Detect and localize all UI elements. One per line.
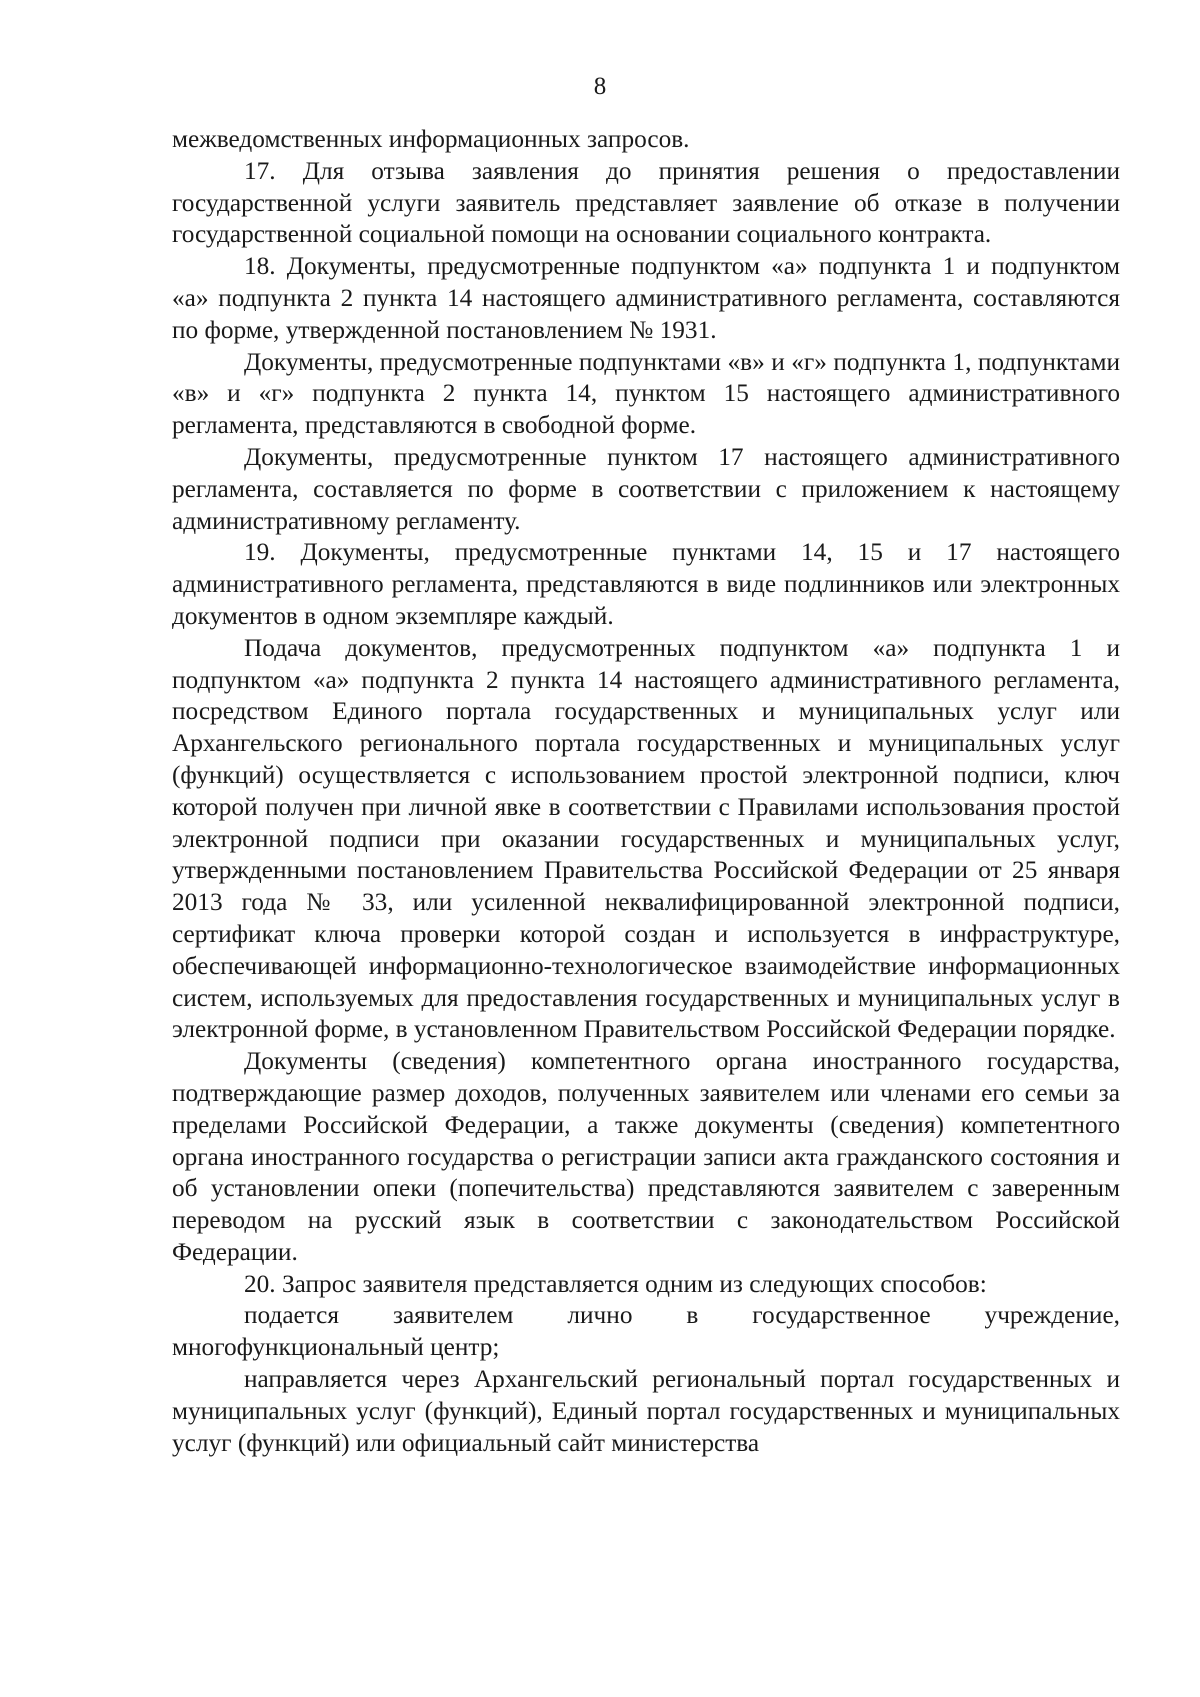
paragraph-clause-17: 17. Для отзыва заявления до принятия решения о предоставлении государственной услуги заявитель представляет заявление об отказе в получении государственной социальной помощи на основании социального контракта.: [172, 156, 1120, 249]
paragraph-appendix-form: Документы, предусмотренные пунктом 17 настоящего административного регламента, составляется по форме в соответствии с приложением к настоящему административному регламенту.: [172, 442, 1120, 535]
paragraph-submitted-in-person: подается заявителем лично в государственное учреждение, многофункциональный центр;: [172, 1301, 1120, 1362]
paragraph-clause-20: 20. Запрос заявителя представляется одним из следующих способов:: [244, 1269, 987, 1298]
paragraph-sent-via-portal: направляется через Архангельский региональный портал государственных и муниципальных услуг (функций), Единый портал государственных и муниципальных услуг (функций) или официальный сайт министерства: [172, 1365, 1120, 1457]
document-body: [172, 124, 1120, 1459]
paragraph-free-form-documents: Документы, предусмотренные подпунктами «в» и «г» подпункта 1, подпунктами «в» и «г» подпункта 2 пункта 14, пунктом 15 настоящего административного регламента, представляются в свободной форме.: [172, 347, 1120, 440]
paragraph-clause-18: 18. Документы, предусмотренные подпунктом «а» подпункта 1 и подпунктом «а» подпункта 2 пункта 14 настоящего административного регламента, составляются по форме, утвержденной постановлением № 1931.: [172, 252, 1120, 344]
paragraph-foreign-documents: Документы (сведения) компетентного органа иностранного государства, подтверждающие размер доходов, полученных заявителем или членами его семьи за пределами Российской Федерации, а также документы (сведения) компетентного органа иностранного государства о регистрации записи акта гражданского состояния и об установлении опеки (попечительства) представляются заявителем с заверенным переводом на русский язык в соответствии с законодательством Российской Федерации.: [172, 1047, 1120, 1266]
page-number: 8: [593, 73, 607, 100]
paragraph-electronic-signature: Подача документов, предусмотренных подпунктом «а» подпункта 1 и подпунктом «а» подпункта 2 пункта 14 настоящего административного регламента, посредством Единого портала государственных и муниципальных услуг или Архангельского регионального портала государственных и муниципальных услуг (функций) осуществляется с использованием простой электронной подписи, ключ которой получен при личной явке в соответствии с Правилами использования простой электронной подписи при оказании государственных и муниципальных услуг, утвержденными постановлением Правительства Российской Федерации от 25 января 2013 года № 33, или усиленной неквалифицированной электронной подписи, сертификат ключа проверки которой создан и используется в инфраструктуре, обеспечивающей информационно-технологическое взаимодействие информационных систем, используемых для предоставления государственных и муниципальных услуг в электронной форме, в установленном Правительством Российской Федерации порядке.: [172, 633, 1120, 1044]
paragraph-clause-19: 19. Документы, предусмотренные пунктами 14, 15 и 17 настоящего административного регламента, представляются в виде подлинников или электронных документов в одном экземпляре каждый.: [172, 538, 1120, 630]
paragraph-continuation: межведомственных информационных запросов.: [172, 125, 690, 153]
